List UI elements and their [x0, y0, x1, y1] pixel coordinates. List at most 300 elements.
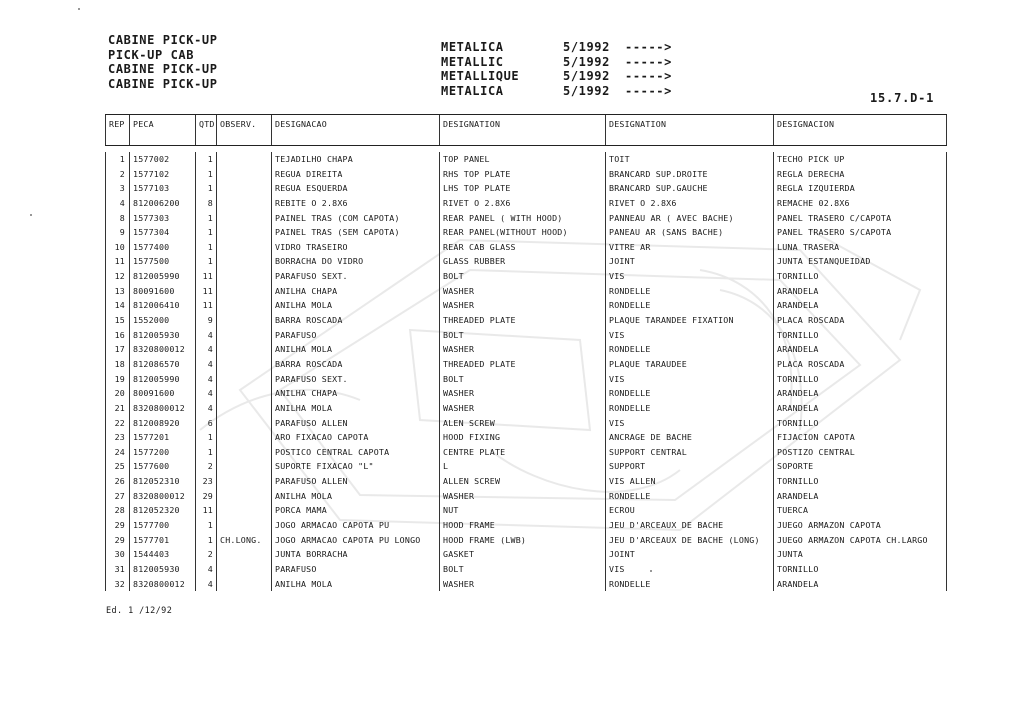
cell-part-number: 812086570 — [129, 357, 195, 372]
material-label: METALICA — [441, 83, 504, 98]
cell-quantity: 4 — [195, 562, 216, 577]
cell-designation-en: WASHER — [439, 577, 605, 592]
cell-rep: 26 — [105, 474, 129, 489]
cell-part-number: 8320800012 — [129, 401, 195, 416]
cell-designation-en: BOLT — [439, 328, 605, 343]
cell-observation — [216, 503, 271, 518]
cell-rep: 9 — [105, 225, 129, 240]
cell-designation-fr: SUPPORT CENTRAL — [605, 445, 773, 460]
cell-designation-fr: RONDELLE — [605, 342, 773, 357]
cell-quantity: 11 — [195, 269, 216, 284]
cell-designacao: ANILHA MOLA — [271, 489, 439, 504]
cell-designacao: ANILHA MOLA — [271, 401, 439, 416]
cell-designacion: POSTIZO CENTRAL — [773, 445, 947, 460]
cell-part-number: 1577103 — [129, 181, 195, 196]
table-row — [105, 489, 947, 504]
cell-designacion: TECHO PICK UP — [773, 152, 947, 167]
version-row — [441, 55, 672, 70]
cell-designation-fr: RONDELLE — [605, 401, 773, 416]
cell-designation-en: THREADED PLATE — [439, 357, 605, 372]
cell-designation-fr: TOIT — [605, 152, 773, 167]
table-header — [105, 115, 947, 146]
cell-rep: 11 — [105, 254, 129, 269]
cell-part-number: 812052320 — [129, 503, 195, 518]
table-row — [105, 211, 947, 226]
table-row — [105, 430, 947, 445]
cell-designacion: PANEL TRASERO S/CAPOTA — [773, 225, 947, 240]
cell-quantity: 6 — [195, 416, 216, 431]
cell-observation — [216, 416, 271, 431]
cell-observation — [216, 372, 271, 387]
cell-designacao: JUNTA BORRACHA — [271, 547, 439, 562]
cell-designation-en: ALEN SCREW — [439, 416, 605, 431]
cell-designation-en: WASHER — [439, 342, 605, 357]
cell-designation-fr: RONDELLE — [605, 298, 773, 313]
cell-quantity: 4 — [195, 328, 216, 343]
version-arrow: -----> — [625, 54, 672, 69]
cell-designacion: ARANDELA — [773, 342, 947, 357]
version-row — [441, 69, 672, 84]
cell-designacao: PARAFUSO — [271, 328, 439, 343]
cell-designation-fr: JOINT — [605, 254, 773, 269]
cell-designacao: PAINEL TRAS (SEM CAPOTA) — [271, 225, 439, 240]
cell-designacion: JUNTA — [773, 547, 947, 562]
cell-part-number: 1577304 — [129, 225, 195, 240]
cell-designation-fr: JEU D'ARCEAUX DE BACHE (LONG) — [605, 533, 773, 548]
cell-designacao: JOGO ARMACAO CAPOTA PU LONGO — [271, 533, 439, 548]
cell-designacion: FIJACION CAPOTA — [773, 430, 947, 445]
cell-designacao: ANILHA MOLA — [271, 577, 439, 592]
cell-rep: 18 — [105, 357, 129, 372]
cell-quantity: 1 — [195, 225, 216, 240]
cell-part-number: 80091600 — [129, 284, 195, 299]
column-header-designation-fr: DESIGNATION — [605, 115, 773, 145]
cell-designation-fr: VIS — [605, 562, 773, 577]
table-row — [105, 533, 947, 548]
cell-designation-fr: PANEAU AR (SANS BACHE) — [605, 225, 773, 240]
title-pt: CABINE PICK-UP — [108, 33, 218, 47]
table-row — [105, 328, 947, 343]
cell-designation-fr: BRANCARD SUP.GAUCHE — [605, 181, 773, 196]
cell-designation-fr: RONDELLE — [605, 386, 773, 401]
cell-observation — [216, 401, 271, 416]
cell-quantity: 1 — [195, 152, 216, 167]
cell-designation-en: RHS TOP PLATE — [439, 167, 605, 182]
cell-quantity: 11 — [195, 298, 216, 313]
cell-designation-en: HOOD FIXING — [439, 430, 605, 445]
table-row — [105, 577, 947, 592]
cell-rep: 22 — [105, 416, 129, 431]
cell-rep: 16 — [105, 328, 129, 343]
cell-designation-fr: JEU D'ARCEAUX DE BACHE — [605, 518, 773, 533]
cell-designacion: JUNTA ESTANQUEIDAD — [773, 254, 947, 269]
cell-part-number: 812005990 — [129, 269, 195, 284]
cell-rep: 21 — [105, 401, 129, 416]
column-header-peca: PECA — [129, 115, 195, 145]
cell-rep: 27 — [105, 489, 129, 504]
cell-quantity: 23 — [195, 474, 216, 489]
cell-quantity: 4 — [195, 386, 216, 401]
cell-designation-fr: JOINT — [605, 547, 773, 562]
cell-designacao: PARAFUSO — [271, 562, 439, 577]
column-header-designation-en: DESIGNATION — [439, 115, 605, 145]
scan-speck — [78, 8, 80, 10]
cell-part-number: 812005930 — [129, 562, 195, 577]
cell-observation — [216, 386, 271, 401]
cell-designacao: JOGO ARMACAO CAPOTA PU — [271, 518, 439, 533]
table-row — [105, 372, 947, 387]
cell-designacao: PARAFUSO SEXT. — [271, 269, 439, 284]
cell-designation-en: RIVET O 2.8X6 — [439, 196, 605, 211]
cell-designation-en: WASHER — [439, 298, 605, 313]
column-header-rep: REP — [105, 115, 129, 145]
cell-quantity: 1 — [195, 518, 216, 533]
version-arrow: -----> — [625, 40, 672, 54]
cell-quantity: 2 — [195, 459, 216, 474]
version-date: 5/1992 — [563, 69, 610, 83]
column-header-designacao: DESIGNACAO — [271, 115, 439, 145]
cell-designation-en: CENTRE PLATE — [439, 445, 605, 460]
cell-part-number: 8320800012 — [129, 577, 195, 592]
cell-designacao: ANILHA CHAPA — [271, 284, 439, 299]
cell-observation — [216, 518, 271, 533]
cell-quantity: 1 — [195, 533, 216, 548]
cell-designation-en: WASHER — [439, 386, 605, 401]
cell-designacao: REGUA DIREITA — [271, 167, 439, 182]
cell-quantity: 4 — [195, 372, 216, 387]
column-header-designacion: DESIGNACION — [773, 115, 947, 145]
cell-part-number: 1577600 — [129, 459, 195, 474]
cell-part-number: 1577200 — [129, 445, 195, 460]
cell-part-number: 1577201 — [129, 430, 195, 445]
cell-designation-fr: PANNEAU AR ( AVEC BACHE) — [605, 211, 773, 226]
catalog-title-block — [108, 33, 218, 91]
cell-observation — [216, 430, 271, 445]
cell-designacion: PLACA ROSCADA — [773, 313, 947, 328]
table-row — [105, 254, 947, 269]
cell-designacao: POSTICO CENTRAL CAPOTA — [271, 445, 439, 460]
cell-rep: 25 — [105, 459, 129, 474]
cell-quantity: 8 — [195, 196, 216, 211]
cell-designacion: REMACHE 02.8X6 — [773, 196, 947, 211]
cell-part-number: 8320800012 — [129, 342, 195, 357]
table-row — [105, 459, 947, 474]
cell-designation-en: GLASS RUBBER — [439, 254, 605, 269]
cell-observation — [216, 328, 271, 343]
cell-observation — [216, 152, 271, 167]
cell-quantity: 2 — [195, 547, 216, 562]
cell-designacao: VIDRO TRASEIRO — [271, 240, 439, 255]
cell-observation — [216, 181, 271, 196]
table-row — [105, 518, 947, 533]
cell-quantity: 1 — [195, 211, 216, 226]
cell-rep: 31 — [105, 562, 129, 577]
table-row — [105, 416, 947, 431]
cell-designacion: ARANDELA — [773, 298, 947, 313]
cell-observation — [216, 167, 271, 182]
cell-observation — [216, 445, 271, 460]
cell-rep: 29 — [105, 518, 129, 533]
cell-observation — [216, 211, 271, 226]
cell-part-number: 812052310 — [129, 474, 195, 489]
cell-designacao: BARRA ROSCADA — [271, 313, 439, 328]
cell-rep: 2 — [105, 167, 129, 182]
cell-designacao: PORCA MAMA — [271, 503, 439, 518]
cell-part-number: 80091600 — [129, 386, 195, 401]
title-es: CABINE PICK-UP — [108, 76, 218, 91]
table-body — [105, 146, 947, 591]
cell-rep: 15 — [105, 313, 129, 328]
version-arrow: -----> — [625, 69, 672, 83]
cell-designation-fr: VIS — [605, 328, 773, 343]
cell-designation-fr: VIS — [605, 416, 773, 431]
cell-designation-fr: RONDELLE — [605, 489, 773, 504]
cell-designacion: TORNILLO — [773, 328, 947, 343]
cell-rep: 32 — [105, 577, 129, 592]
cell-rep: 28 — [105, 503, 129, 518]
cell-designacion: JUEGO ARMAZON CAPOTA CH.LARGO — [773, 533, 947, 548]
cell-designation-fr: VIS — [605, 269, 773, 284]
cell-designation-en: L — [439, 459, 605, 474]
table-row — [105, 357, 947, 372]
cell-rep: 8 — [105, 211, 129, 226]
table-row — [105, 562, 947, 577]
cell-designation-en: NUT — [439, 503, 605, 518]
cell-designation-fr: BRANCARD SUP.DROITE — [605, 167, 773, 182]
parts-table — [105, 114, 947, 591]
table-row — [105, 547, 947, 562]
cell-quantity: 1 — [195, 240, 216, 255]
cell-quantity: 4 — [195, 577, 216, 592]
cell-designacao: ARO FIXACAO CAPOTA — [271, 430, 439, 445]
cell-designation-fr: ANCRAGE DE BACHE — [605, 430, 773, 445]
cell-designacao: TEJADILHO CHAPA — [271, 152, 439, 167]
cell-observation — [216, 313, 271, 328]
cell-rep: 30 — [105, 547, 129, 562]
cell-designation-en: BOLT — [439, 372, 605, 387]
cell-designation-fr: VIS ALLEN — [605, 474, 773, 489]
cell-designacao: ANILHA MOLA — [271, 342, 439, 357]
cell-designation-en: WASHER — [439, 284, 605, 299]
table-row — [105, 225, 947, 240]
cell-designation-en: HOOD FRAME — [439, 518, 605, 533]
cell-designacao: ANILHA MOLA — [271, 298, 439, 313]
table-row — [105, 196, 947, 211]
scan-speck — [30, 214, 32, 216]
cell-part-number: 812005990 — [129, 372, 195, 387]
cell-designacion: PLACA ROSCADA — [773, 357, 947, 372]
cell-rep: 24 — [105, 445, 129, 460]
table-row — [105, 503, 947, 518]
cell-designation-fr: SUPPORT — [605, 459, 773, 474]
table-row — [105, 269, 947, 284]
column-header-qtd: QTD — [195, 115, 216, 145]
cell-quantity: 1 — [195, 430, 216, 445]
cell-rep: 17 — [105, 342, 129, 357]
cell-part-number: 1577102 — [129, 167, 195, 182]
material-label: METALICA — [441, 40, 504, 54]
cell-designation-fr: RIVET O 2.8X6 — [605, 196, 773, 211]
table-row — [105, 401, 947, 416]
cell-observation — [216, 342, 271, 357]
cell-designacao: BORRACHA DO VIDRO — [271, 254, 439, 269]
table-row — [105, 152, 947, 167]
cell-designacion: TORNILLO — [773, 562, 947, 577]
cell-part-number: 812006410 — [129, 298, 195, 313]
version-block — [441, 40, 672, 98]
table-row — [105, 284, 947, 299]
cell-designacao: REBITE O 2.8X6 — [271, 196, 439, 211]
cell-designacion: TORNILLO — [773, 269, 947, 284]
cell-part-number: 1544403 — [129, 547, 195, 562]
table-row — [105, 474, 947, 489]
title-fr: CABINE PICK-UP — [108, 62, 218, 76]
cell-designacion: SOPORTE — [773, 459, 947, 474]
cell-designation-en: THREADED PLATE — [439, 313, 605, 328]
table-row — [105, 240, 947, 255]
cell-part-number: 8320800012 — [129, 489, 195, 504]
cell-designation-fr: VITRE AR — [605, 240, 773, 255]
cell-designation-fr: PLAQUE TARANDEE FIXATION — [605, 313, 773, 328]
cell-designation-fr: ECROU — [605, 503, 773, 518]
cell-designation-fr: PLAQUE TARAUDEE — [605, 357, 773, 372]
cell-part-number: 812005930 — [129, 328, 195, 343]
version-date: 5/1992 — [563, 40, 610, 54]
cell-designacao: REGUA ESQUERDA — [271, 181, 439, 196]
cell-rep: 4 — [105, 196, 129, 211]
cell-observation — [216, 459, 271, 474]
cell-quantity: 29 — [195, 489, 216, 504]
cell-designacao: BARRA ROSCADA — [271, 357, 439, 372]
cell-designacion: TUERCA — [773, 503, 947, 518]
cell-designacion: REGLA DERECHA — [773, 167, 947, 182]
cell-designacion: REGLA IZQUIERDA — [773, 181, 947, 196]
version-arrow: -----> — [625, 83, 672, 98]
cell-observation — [216, 225, 271, 240]
material-label: METALLIC — [441, 54, 504, 69]
table-row — [105, 445, 947, 460]
title-en: PICK-UP CAB — [108, 47, 195, 62]
cell-designacion: PANEL TRASERO C/CAPOTA — [773, 211, 947, 226]
cell-observation: CH.LONG. — [216, 533, 271, 548]
cell-quantity: 4 — [195, 357, 216, 372]
version-row — [441, 84, 672, 99]
cell-quantity: 11 — [195, 503, 216, 518]
cell-quantity: 4 — [195, 342, 216, 357]
cell-designacion: TORNILLO — [773, 372, 947, 387]
cell-observation — [216, 269, 271, 284]
table-row — [105, 181, 947, 196]
cell-rep: 20 — [105, 386, 129, 401]
cell-quantity: 9 — [195, 313, 216, 328]
cell-designation-en: TOP PANEL — [439, 152, 605, 167]
cell-part-number: 1577303 — [129, 211, 195, 226]
cell-part-number: 1577500 — [129, 254, 195, 269]
cell-observation — [216, 547, 271, 562]
cell-observation — [216, 298, 271, 313]
cell-designacion: ARANDELA — [773, 577, 947, 592]
cell-designacion: ARANDELA — [773, 401, 947, 416]
edition-footer: Ed. 1 /12/92 — [106, 606, 173, 616]
cell-rep: 3 — [105, 181, 129, 196]
cell-designation-en: GASKET — [439, 547, 605, 562]
cell-designacao: PAINEL TRAS (COM CAPOTA) — [271, 211, 439, 226]
cell-designacion: ARANDELA — [773, 489, 947, 504]
cell-designation-en: REAR CAB GLASS — [439, 240, 605, 255]
cell-part-number: 1577701 — [129, 533, 195, 548]
cell-designation-fr: VIS — [605, 372, 773, 387]
cell-observation — [216, 357, 271, 372]
cell-designation-en: LHS TOP PLATE — [439, 181, 605, 196]
cell-rep: 1 — [105, 152, 129, 167]
version-date: 5/1992 — [563, 83, 610, 98]
cell-observation — [216, 240, 271, 255]
cell-quantity: 11 — [195, 284, 216, 299]
table-row — [105, 386, 947, 401]
cell-quantity: 1 — [195, 181, 216, 196]
table-row — [105, 342, 947, 357]
cell-rep: 10 — [105, 240, 129, 255]
cell-designacion: TORNILLO — [773, 474, 947, 489]
table-row — [105, 167, 947, 182]
version-row — [441, 40, 672, 55]
page-number: 15.7.D-1 — [870, 91, 935, 105]
cell-observation — [216, 577, 271, 592]
cell-observation — [216, 562, 271, 577]
cell-quantity: 1 — [195, 254, 216, 269]
column-header-observ: OBSERV. — [216, 115, 271, 145]
cell-designacion: LUNA TRASERA — [773, 240, 947, 255]
cell-part-number: 1577400 — [129, 240, 195, 255]
cell-rep: 19 — [105, 372, 129, 387]
cell-rep: 14 — [105, 298, 129, 313]
cell-rep: 29 — [105, 533, 129, 548]
cell-designation-en: REAR PANEL ( WITH HOOD) — [439, 211, 605, 226]
cell-observation — [216, 284, 271, 299]
cell-part-number: 812006200 — [129, 196, 195, 211]
cell-part-number: 1577002 — [129, 152, 195, 167]
cell-designacion: JUEGO ARMAZON CAPOTA — [773, 518, 947, 533]
cell-designation-fr: RONDELLE — [605, 577, 773, 592]
cell-designation-en: BOLT — [439, 269, 605, 284]
cell-observation — [216, 196, 271, 211]
cell-rep: 12 — [105, 269, 129, 284]
cell-designacion: ARANDELA — [773, 284, 947, 299]
cell-observation — [216, 474, 271, 489]
cell-designation-en: WASHER — [439, 401, 605, 416]
cell-observation — [216, 489, 271, 504]
cell-designation-en: BOLT — [439, 562, 605, 577]
cell-part-number: 1577700 — [129, 518, 195, 533]
cell-quantity: 1 — [195, 445, 216, 460]
cell-designacao: PARAFUSO SEXT. — [271, 372, 439, 387]
cell-observation — [216, 254, 271, 269]
cell-designacao: PARAFUSO ALLEN — [271, 416, 439, 431]
material-label: METALLIQUE — [441, 69, 520, 83]
scan-speck — [650, 570, 652, 572]
cell-part-number: 812008920 — [129, 416, 195, 431]
version-date: 5/1992 — [563, 54, 610, 69]
cell-designacion: TORNILLO — [773, 416, 947, 431]
cell-designacao: ANILHA CHAPA — [271, 386, 439, 401]
cell-quantity: 1 — [195, 167, 216, 182]
table-row — [105, 298, 947, 313]
cell-rep: 13 — [105, 284, 129, 299]
cell-rep: 23 — [105, 430, 129, 445]
cell-designation-fr: RONDELLE — [605, 284, 773, 299]
table-row — [105, 313, 947, 328]
cell-designation-en: ALLEN SCREW — [439, 474, 605, 489]
